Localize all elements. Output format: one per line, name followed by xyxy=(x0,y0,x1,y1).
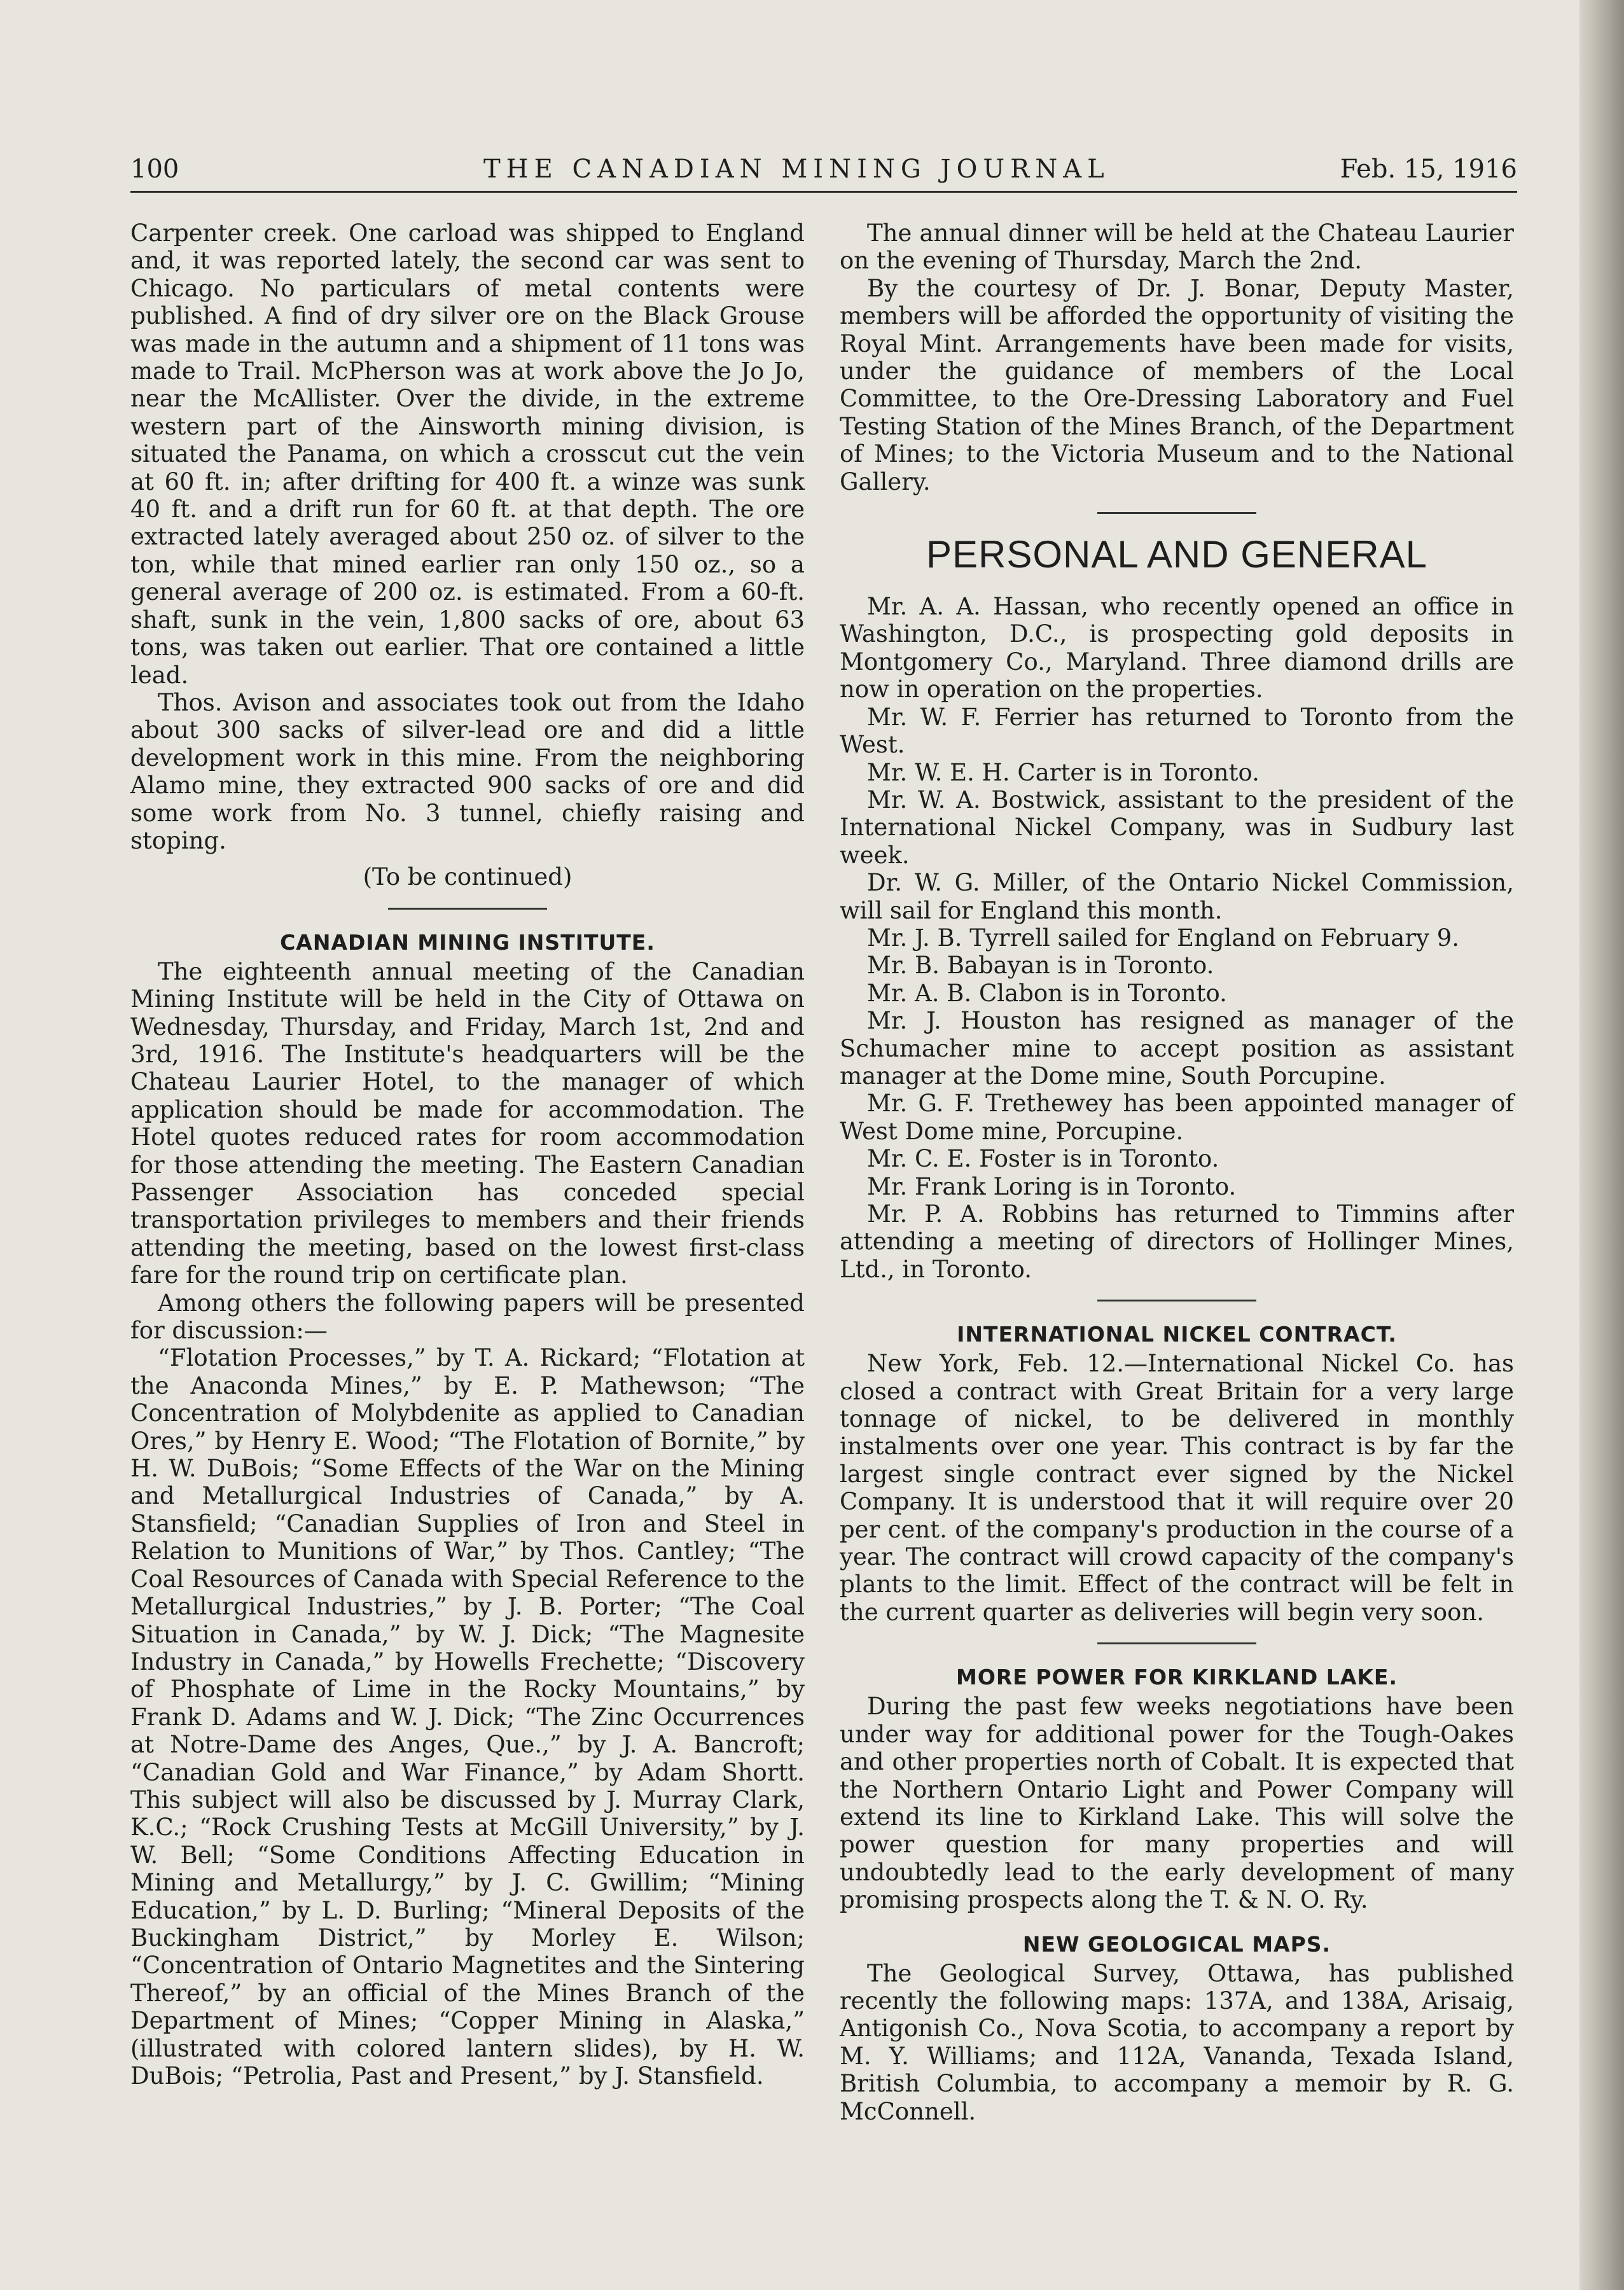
left-column xyxy=(130,219,805,2090)
personal-item: Mr. W. E. H. Carter is in Toronto. xyxy=(867,758,1260,786)
journal-title: THE CANADIAN MINING JOURNAL xyxy=(483,155,1110,184)
institute-paragraph: The eighteenth annual meeting of the Canadian Mining Institute will be held in the City of Ottawa on Wednesday, Thursday, and Friday, March 1st, 2nd and 3rd, 1916. The Institute's headquarters will be the Chateau Laurier Hotel, to the manager of which application should be made for accommodation. The Hotel quotes reduced rates for room accommodation for those attending the meeting. The Eastern Canadian Passenger Association has conceded special transportation privileges to members and their friends attending the meeting, based on the lowest first-class fare for the round trip on certificate plan. xyxy=(130,957,805,1289)
running-header xyxy=(130,151,1517,187)
personal-item: Mr. C. E. Foster is in Toronto. xyxy=(867,1145,1219,1173)
section-divider xyxy=(1097,1642,1256,1644)
article-continuation-paragraph: Thos. Avison and associates took out from the Idaho about 300 sacks of silver-lead ore and did a little development work in this mine. From the neighboring Alamo mine, they extracted 900 sacks of ore and did some work from No. 3 tunnel, chiefly raising and stoping. xyxy=(130,688,805,854)
page-edge-shadow xyxy=(1579,0,1624,2290)
nickel-contract-paragraph: New York, Feb. 12.—International Nickel Co. has closed a contract with Great Britain for a very large tonnage of nickel, to be delivered in monthly instalments over one year. This contract is by far the largest single contract ever signed by the Nickel Company. It is understood that it will require over 20 per cent. of the company's production in the course of a year. The contract will crowd capacity of the company's plants to the limit. Effect of the contract will be felt in the current quarter as deliveries will begin very soon. xyxy=(840,1350,1514,1626)
institute-visits-paragraph: By the courtesy of Dr. J. Bonar, Deputy Master, members will be afforded the opportunity of visiting the Royal Mint. Arrangements have been made for visits, under the guidance of members of the Local Committee, to the Ore-Dressing Laboratory and Fuel Testing Station of the Mines Branch, of the Department of Mines; to the Victoria Museum and to the National Gallery. xyxy=(840,274,1514,496)
header-rule xyxy=(130,191,1517,193)
kirkland-power-paragraph: During the past few weeks negotiations have been under way for additional power for the Tough-Oakes and other properties north of Cobalt. It is expected that the Northern Ontario Light and Power Company will extend its line to Kirkland Lake. This will solve the power question for many properties and will undoubtedly lead to the early development of many promising prospects along the T. & N. O. Ry. xyxy=(840,1693,1514,1914)
personal-item: Dr. W. G. Miller, of the Ontario Nickel Commission, will sail for England this month. xyxy=(840,869,1514,924)
personal-item: Mr. W. F. Ferrier has returned to Toronto from the West. xyxy=(840,703,1514,759)
kirkland-power-heading: MORE POWER FOR KIRKLAND LAKE. xyxy=(955,1665,1398,1690)
personal-item: Mr. A. A. Hassan, who recently opened an office in Washington, D.C., is prospecting gold deposits in Montgomery Co., Maryland. Three diamond drills are now in operation on the properties. xyxy=(840,593,1514,704)
section-divider xyxy=(1097,1300,1256,1301)
issue-date: Feb. 15, 1916 xyxy=(1340,155,1517,184)
personal-item: Mr. A. B. Clabon is in Toronto. xyxy=(867,979,1227,1007)
personal-item: Mr. B. Babayan is in Toronto. xyxy=(867,952,1214,980)
institute-dinner-paragraph: The annual dinner will be held at the Chateau Laurier on the evening of Thursday, March the 2nd. xyxy=(840,219,1514,275)
right-column xyxy=(840,219,1514,2125)
geological-maps-paragraph: The Geological Survey, Ottawa, has published recently the following maps: 137A, and 138A, Arisaig, Antigonish Co., Nova Scotia, to accompany a report by M. Y. Williams; and 112A, Vananda, Texada Island, British Columbia, to accompany a memoir by R. G. McConnell. xyxy=(840,1959,1514,2125)
personal-item: Mr. P. A. Robbins has returned to Timmins after attending a meeting of directors of Hollinger Mines, Ltd., in Toronto. xyxy=(840,1200,1514,1283)
personal-item: Mr. J. Houston has resigned as manager of the Schumacher mine to accept position as assistant manager at the Dome mine, South Porcupine. xyxy=(840,1007,1514,1090)
personal-item: Mr. J. B. Tyrrell sailed for England on February 9. xyxy=(867,924,1459,952)
page-number: 100 xyxy=(130,155,179,184)
papers-list-paragraph: “Flotation Processes,” by T. A. Rickard; “Flotation at the Anaconda Mines,” by E. P. Mathewson; “The Concentration of Molybdenite as applied to Canadian Ores,” by Henry E. Wood; “The Flotation of Bornite,” by H. W. DuBois; “Some Effects of the War on the Mining and Metallurgical Industries of Canada,” by A. Stansfield; “Canadian Supplies of Iron and Steel in Relation to Munitions of War,” by Thos. Cantley; “The Coal Resources of Canada with Special Reference to the Metallurgical Industries,” by J. B. Porter; “The Coal Situation in Canada,” by W. J. Dick; “The Magnesite Industry in Canada,” by Howells Frechette; “Discovery of Phosphate of Lime in the Rocky Mountains,” by Frank D. Adams and W. J. Dick; “The Zinc Occurrences at Notre-Dame des Anges, Que.,” by J. A. Bancroft; “Canadian Gold and War Finance,” by Adam Shortt. This subject will also be discussed by J. Murray Clark, K.C.; “Rock Crushing Tests at McGill University,” by J. W. Bell; “Some Conditions Affecting Education in Mining and Metallurgy,” by J. C. Gwillim; “Mining Education,” by L. D. Burling; “Mineral Deposits of the Buckingham District,” by Morley E. Wilson; “Concentration of Ontario Magnetites and the Sintering Thereof,” by an official of the Mines Branch of the Department of Mines; “Copper Mining in Alaska,” (illustrated with colored lantern slides), by H. W. DuBois; “Petrolia, Past and Present,” by J. Stansfield. xyxy=(130,1344,805,2090)
nickel-contract-heading: INTERNATIONAL NICKEL CONTRACT. xyxy=(957,1322,1397,1347)
institute-heading: CANADIAN MINING INSTITUTE. xyxy=(280,929,655,955)
geological-maps-heading: NEW GEOLOGICAL MAPS. xyxy=(1022,1931,1331,1957)
personal-item: Mr. Frank Loring is in Toronto. xyxy=(867,1172,1237,1200)
to-be-continued: (To be continued) xyxy=(363,863,573,891)
personal-general-heading: PERSONAL AND GENERAL xyxy=(926,533,1428,576)
article-continuation-paragraph: Carpenter creek. One carload was shipped to England and, it was reported lately, the second car was sent to Chicago. No particulars of metal contents were published. A find of dry silver ore on the Black Grouse was made in the autumn and a shipment of 11 tons was made to Trail. McPherson was at work above the Jo Jo, near the McAllister. Over the divide, in the extreme western part of the Ainsworth mining division, is situated the Panama, on which a crosscut cut the vein at 60 ft. in; after drifting for 400 ft. a winze was sunk 40 ft. and a drift run for 60 ft. at that depth. The ore extracted lately averaged about 250 oz. of silver to the ton, while that mined earlier ran only 150 oz., so a general average of 200 oz. is estimated. From a 60-ft. shaft, sunk in the vein, 1,800 sacks of ore, about 63 tons, was taken out earlier. That ore contained a little lead. xyxy=(130,219,805,689)
institute-paragraph: Among others the following papers will be presented for discussion:— xyxy=(130,1289,805,1345)
personal-item: Mr. W. A. Bostwick, assistant to the president of the International Nickel Company, was in Sudbury last week. xyxy=(840,786,1514,869)
personal-item: Mr. G. F. Trethewey has been appointed manager of West Dome mine, Porcupine. xyxy=(840,1090,1514,1145)
section-divider xyxy=(388,908,547,910)
section-divider xyxy=(1097,512,1256,514)
